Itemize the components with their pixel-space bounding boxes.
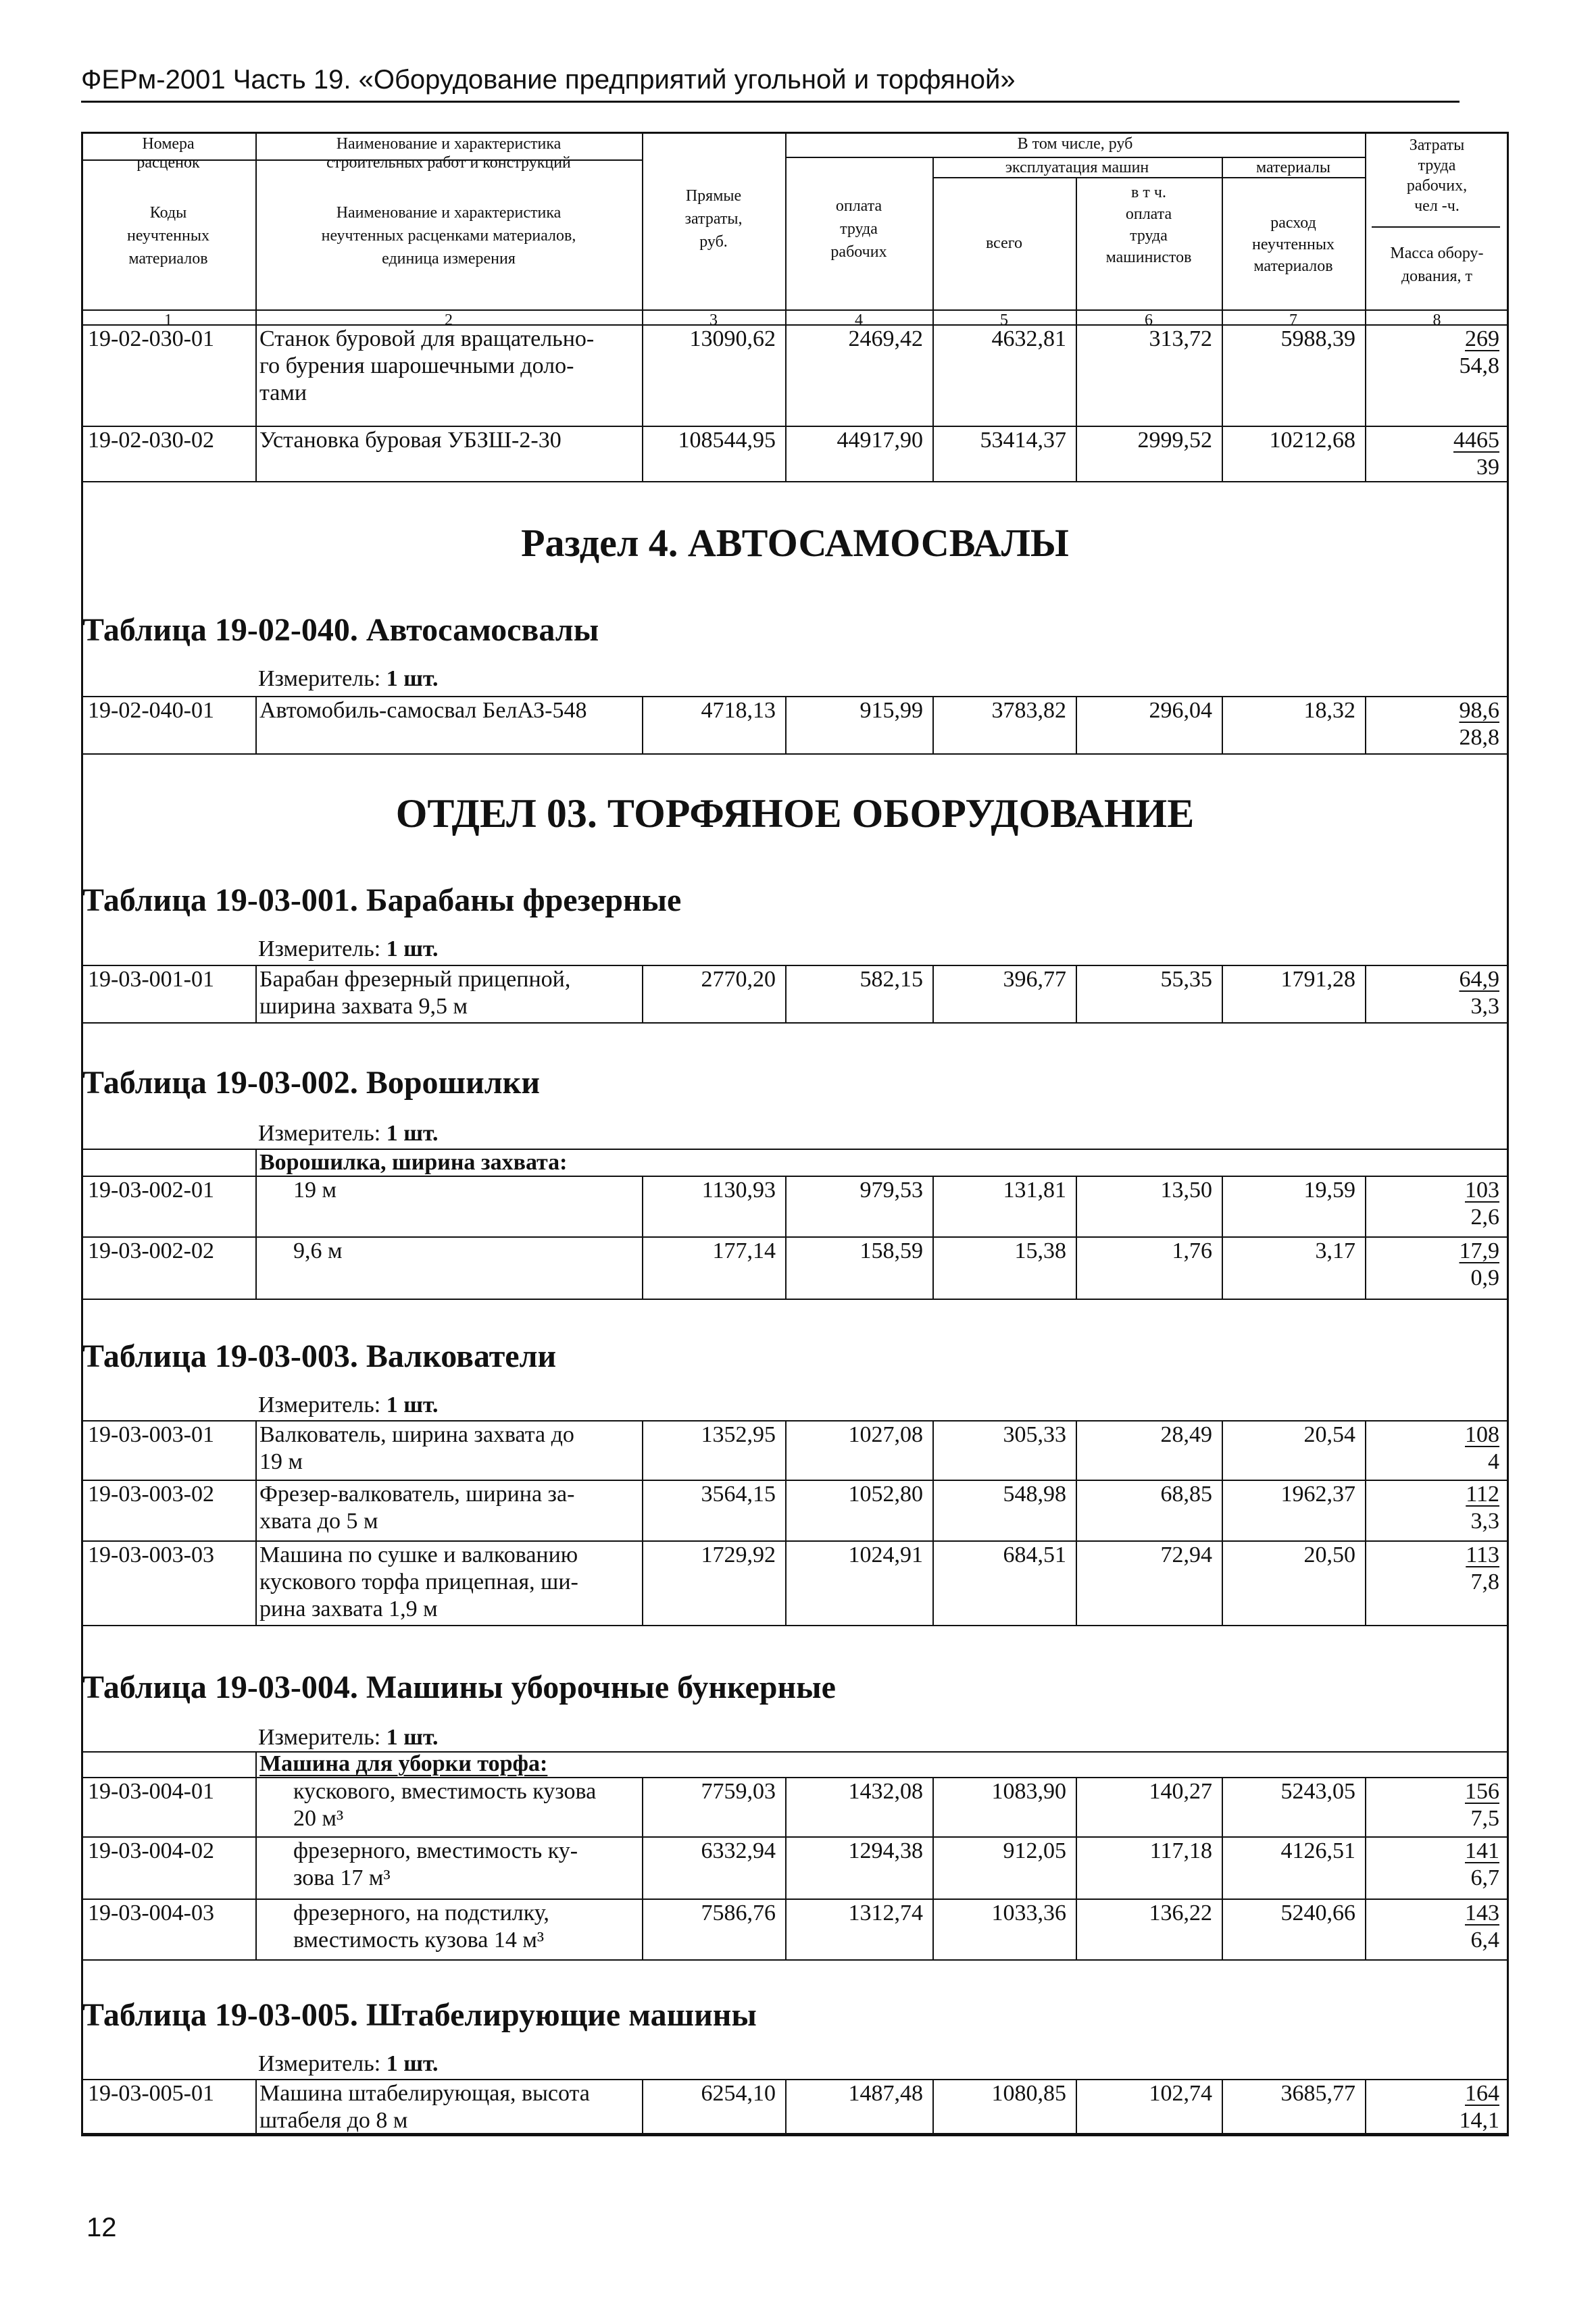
row-machines-cost: 53414,37: [980, 428, 1066, 453]
row-materials-cost: 3,17: [1315, 1238, 1355, 1263]
meter-label: Измеритель:: [258, 1725, 386, 1750]
row-name: 9,6 м: [293, 1238, 343, 1263]
row-code: 19-03-004-03: [88, 1901, 214, 1926]
meter-line: [258, 665, 439, 693]
column-number: 1: [164, 311, 172, 329]
row-labor-hours: 143: [1465, 1901, 1499, 1926]
header-col6: машинистов: [1105, 249, 1192, 266]
row-machinists-cost: 72,94: [1160, 1542, 1212, 1567]
row-labor-hours: 141: [1465, 1838, 1499, 1863]
row-direct-cost: 1729,92: [701, 1542, 776, 1567]
header-col8-top: рабочих,: [1406, 177, 1468, 195]
row-labor-hours: 112: [1466, 1482, 1499, 1507]
row-machines-cost: 3783,82: [991, 698, 1066, 723]
row-labor-cost: 1312,74: [848, 1901, 923, 1926]
row-mass: 2,6: [1470, 1205, 1499, 1230]
meter-label: Измеритель:: [258, 936, 386, 961]
header-col7: материалов: [1253, 257, 1333, 275]
row-name: штабеля до 8 м: [259, 2108, 408, 2133]
row-line: [81, 753, 1509, 755]
row-labor-cost: 2469,42: [848, 326, 923, 351]
row-line: [81, 481, 1509, 482]
row-machinists-cost: 140,27: [1149, 1779, 1212, 1804]
row-labor-hours: 164: [1465, 2081, 1499, 2106]
row-machinists-cost: 296,04: [1149, 698, 1212, 723]
row-name: Автомобиль-самосвал БелАЗ-548: [259, 698, 587, 723]
row-name: фрезерного, вместимость ку-: [293, 1838, 578, 1863]
row-mass: 14,1: [1459, 2108, 1499, 2133]
row-labor-cost: 1432,08: [848, 1779, 923, 1804]
row-labor-hours: 113: [1466, 1542, 1499, 1567]
meter-line: [258, 2051, 439, 2078]
row-machines-cost: 15,38: [1014, 1238, 1066, 1263]
meter-value: 1 шт.: [386, 936, 439, 961]
row-direct-cost: 108544,95: [678, 428, 776, 453]
meter-label: Измеритель:: [258, 666, 386, 691]
header-col2-top: строительных работ и конструкций: [326, 154, 571, 172]
column-number: 8: [1432, 311, 1441, 329]
table-title: Таблица 19-03-001. Барабаны фрезерные: [82, 882, 682, 918]
meter-value: 1 шт.: [386, 2051, 439, 2076]
row-labor-hours: 4465: [1453, 428, 1499, 453]
header-row-line: [1372, 226, 1500, 228]
row-mass: 6,4: [1470, 1928, 1499, 1953]
row-materials-cost: 5988,39: [1280, 326, 1355, 351]
row-subheading: Машина для уборки торфа:: [259, 1751, 548, 1776]
header-group-title: В том числе, руб: [1017, 135, 1133, 153]
row-materials-cost: 4126,51: [1280, 1838, 1355, 1863]
row-labor-hours: 98,6: [1459, 698, 1499, 723]
row-name: вместимость кузова 14 м³: [293, 1928, 545, 1953]
row-labor-cost: 915,99: [859, 698, 923, 723]
meter-line: [258, 1724, 439, 1751]
column-number: 5: [1000, 311, 1008, 329]
row-code: 19-03-003-02: [88, 1482, 214, 1507]
row-name: тами: [259, 380, 307, 405]
row-machines-cost: 305,33: [1003, 1422, 1066, 1447]
row-line: [81, 1022, 1509, 1024]
row-direct-cost: 2770,20: [701, 967, 776, 992]
meter-value: 1 шт.: [386, 1392, 439, 1417]
header-col6: оплата: [1125, 205, 1172, 223]
row-name: кускового торфа прицепная, ши-: [259, 1569, 578, 1594]
page-number: 12: [86, 2213, 117, 2242]
row-materials-cost: 20,54: [1303, 1422, 1355, 1447]
row-code: 19-03-001-01: [88, 967, 214, 992]
header-col1-top: расценок: [136, 154, 200, 172]
row-labor-cost: 1024,91: [848, 1542, 923, 1567]
table-title: Таблица 19-03-003. Валкователи: [82, 1338, 557, 1374]
column-number: 4: [855, 311, 863, 329]
header-col4: оплата: [835, 197, 882, 215]
table-title: Таблица 19-02-040. Автосамосвалы: [82, 612, 599, 648]
header-materials-title: материалы: [1255, 159, 1330, 176]
row-materials-cost: 10212,68: [1269, 428, 1355, 453]
row-machinists-cost: 1,76: [1172, 1238, 1212, 1263]
meter-label: Измеритель:: [258, 1121, 386, 1146]
row-name: фрезерного, на подстилку,: [293, 1901, 549, 1926]
row-name: кускового, вместимость кузова: [293, 1779, 597, 1804]
row-name: 19 м: [293, 1178, 337, 1203]
meter-value: 1 шт.: [386, 666, 439, 691]
row-name: Барабан фрезерный прицепной,: [259, 967, 571, 992]
header-col3: Прямые: [685, 187, 742, 205]
header-col8-top: чел -ч.: [1414, 197, 1460, 215]
row-name: Станок буровой для вращательно-: [259, 326, 595, 351]
row-direct-cost: 177,14: [712, 1238, 776, 1263]
row-labor-cost: 158,59: [859, 1238, 923, 1263]
row-materials-cost: 1791,28: [1280, 967, 1355, 992]
row-mass: 39: [1476, 455, 1499, 480]
row-name: Машина штабелирующая, высота: [259, 2081, 590, 2106]
meter-value: 1 шт.: [386, 1725, 439, 1750]
header-col7: расход: [1270, 214, 1316, 232]
row-machinists-cost: 117,18: [1149, 1838, 1212, 1863]
row-code: 19-03-004-01: [88, 1779, 214, 1804]
row-mass: 7,8: [1470, 1569, 1499, 1594]
row-machinists-cost: 13,50: [1160, 1178, 1212, 1203]
row-line: [81, 1959, 1509, 1961]
row-machines-cost: 396,77: [1003, 967, 1066, 992]
row-machinists-cost: 68,85: [1160, 1482, 1212, 1507]
column-number: 3: [709, 311, 718, 329]
meter-line: [258, 936, 439, 963]
row-labor-hours: 103: [1465, 1178, 1499, 1203]
row-mass: 6,7: [1470, 1865, 1499, 1890]
row-code: 19-02-040-01: [88, 698, 214, 723]
row-code: 19-03-003-01: [88, 1422, 214, 1447]
header-col2-bottom: единица измерения: [382, 250, 516, 268]
row-mass: 3,3: [1470, 994, 1499, 1019]
meter-line: [258, 1120, 439, 1147]
header-col5: всего: [985, 234, 1023, 252]
row-machines-cost: 4632,81: [991, 326, 1066, 351]
row-direct-cost: 3564,15: [701, 1482, 776, 1507]
row-machinists-cost: 313,72: [1149, 326, 1212, 351]
row-col-line: [255, 1149, 257, 1176]
row-direct-cost: 7759,03: [701, 1779, 776, 1804]
row-direct-cost: 4718,13: [701, 698, 776, 723]
row-direct-cost: 1130,93: [701, 1178, 776, 1203]
row-mass: 0,9: [1470, 1265, 1499, 1290]
row-code: 19-02-030-01: [88, 326, 214, 351]
row-labor-cost: 1052,80: [848, 1482, 923, 1507]
row-labor-hours: 156: [1465, 1779, 1499, 1804]
row-name: Машина по сушке и валкованию: [259, 1542, 578, 1567]
row-materials-cost: 5243,05: [1280, 1779, 1355, 1804]
row-name: Валкователь, ширина захвата до: [259, 1422, 574, 1447]
row-machines-cost: 684,51: [1003, 1542, 1066, 1567]
row-code: 19-03-002-01: [88, 1178, 214, 1203]
row-direct-cost: 1352,95: [701, 1422, 776, 1447]
row-code: 19-03-002-02: [88, 1238, 214, 1263]
row-materials-cost: 5240,66: [1280, 1901, 1355, 1926]
row-machines-cost: 1033,36: [991, 1901, 1066, 1926]
header-col8-bottom: Масса обору-: [1390, 245, 1484, 262]
header-col1-bottom: материалов: [128, 250, 208, 268]
row-name: 20 м³: [293, 1806, 344, 1831]
row-code: 19-03-005-01: [88, 2081, 214, 2106]
row-mass: 54,8: [1459, 353, 1499, 378]
row-machines-cost: 131,81: [1003, 1178, 1066, 1203]
row-machinists-cost: 102,74: [1149, 2081, 1212, 2106]
row-materials-cost: 1962,37: [1280, 1482, 1355, 1507]
table-title: Таблица 19-03-002. Ворошилки: [82, 1065, 540, 1101]
row-code: 19-03-004-02: [88, 1838, 214, 1863]
row-direct-cost: 6254,10: [701, 2081, 776, 2106]
row-machinists-cost: 2999,52: [1137, 428, 1212, 453]
row-name: Фрезер-валкователь, ширина за-: [259, 1482, 575, 1507]
row-labor-cost: 582,15: [859, 967, 923, 992]
row-name: го бурения шарошечными доло-: [259, 353, 574, 378]
row-col-line: [255, 1751, 257, 1777]
table-title: Таблица 19-03-004. Машины уборочные бункерные: [82, 1669, 836, 1705]
row-name: 19 м: [259, 1449, 303, 1474]
header-col3: руб.: [699, 233, 728, 251]
header-col8-top: Затраты: [1409, 136, 1465, 154]
row-direct-cost: 6332,94: [701, 1838, 776, 1863]
header-col6: в т ч.: [1131, 184, 1166, 201]
section-title: Раздел 4. АВТОСАМОСВАЛЫ: [521, 521, 1069, 565]
row-mass: 4: [1488, 1449, 1499, 1474]
row-subheading: Ворошилка, ширина захвата:: [259, 1150, 568, 1175]
row-direct-cost: 13090,62: [689, 326, 776, 351]
row-machines-cost: 912,05: [1003, 1838, 1066, 1863]
header-col1-bottom: Коды: [149, 204, 187, 222]
column-number: 6: [1145, 311, 1153, 329]
row-materials-cost: 3685,77: [1280, 2081, 1355, 2106]
header-col8-top: труда: [1418, 157, 1456, 174]
row-line: [81, 1625, 1509, 1626]
row-mass: 7,5: [1470, 1806, 1499, 1831]
row-labor-cost: 979,53: [859, 1178, 923, 1203]
row-name: ширина захвата 9,5 м: [259, 994, 468, 1019]
row-labor-cost: 44917,90: [837, 428, 923, 453]
row-name: рина захвата 1,9 м: [259, 1596, 438, 1621]
row-direct-cost: 7586,76: [701, 1901, 776, 1926]
header-col4: рабочих: [830, 243, 887, 261]
row-labor-hours: 108: [1465, 1422, 1499, 1447]
row-code: 19-03-003-03: [88, 1542, 214, 1567]
row-mass: 28,8: [1459, 725, 1499, 750]
header-col1-bottom: неучтенных: [127, 227, 209, 245]
meter-line: [258, 1392, 439, 1419]
department-title: ОТДЕЛ 03. ТОРФЯНОЕ ОБОРУДОВАНИЕ: [395, 791, 1195, 836]
row-materials-cost: 20,50: [1303, 1542, 1355, 1567]
row-machines-cost: 1083,90: [991, 1779, 1066, 1804]
header-col6: труда: [1130, 227, 1168, 245]
header-col1-top: Номера: [142, 135, 195, 153]
column-number: 7: [1289, 311, 1297, 329]
row-mass: 3,3: [1470, 1509, 1499, 1534]
header-col3: затраты,: [684, 210, 743, 228]
row-materials-cost: 19,59: [1303, 1178, 1355, 1203]
header-machines-title: эксплуатация машин: [1005, 159, 1149, 176]
row-line: [81, 1299, 1509, 1300]
row-labor-cost: 1487,48: [848, 2081, 923, 2106]
row-name: хвата до 5 м: [259, 1509, 378, 1534]
row-code: 19-02-030-02: [88, 428, 214, 453]
header-col4: труда: [840, 220, 878, 238]
row-materials-cost: 18,32: [1303, 698, 1355, 723]
column-number: 2: [445, 311, 453, 329]
row-machines-cost: 1080,85: [991, 2081, 1066, 2106]
row-labor-hours: 269: [1465, 326, 1499, 351]
header-col2-bottom: Наименование и характеристика: [336, 204, 562, 222]
row-name: Установка буровая УБЗШ-2-30: [259, 428, 562, 453]
page-header: ФЕРм-2001 Часть 19. «Оборудование предприятий угольной и торфяной»: [81, 65, 1460, 103]
meter-label: Измеритель:: [258, 2051, 386, 2076]
row-machinists-cost: 28,49: [1160, 1422, 1212, 1447]
row-machines-cost: 548,98: [1003, 1482, 1066, 1507]
row-name: зова 17 м³: [293, 1865, 391, 1890]
row-labor-cost: 1027,08: [848, 1422, 923, 1447]
header-col7: неучтенных: [1252, 236, 1335, 253]
header-col8-bottom: дования, т: [1401, 268, 1473, 285]
meter-label: Измеритель:: [258, 1392, 386, 1417]
row-labor-hours: 17,9: [1459, 1238, 1499, 1263]
table-title: Таблица 19-03-005. Штабелирующие машины: [82, 1997, 757, 2033]
header-col2-bottom: неучтенных расценками материалов,: [321, 227, 576, 245]
row-machinists-cost: 136,22: [1149, 1901, 1212, 1926]
row-labor-hours: 64,9: [1459, 967, 1499, 992]
row-machinists-cost: 55,35: [1160, 967, 1212, 992]
header-col2-top: Наименование и характеристика: [336, 135, 562, 153]
meter-value: 1 шт.: [386, 1121, 439, 1146]
row-line: [81, 2135, 1509, 2136]
row-labor-cost: 1294,38: [848, 1838, 923, 1863]
